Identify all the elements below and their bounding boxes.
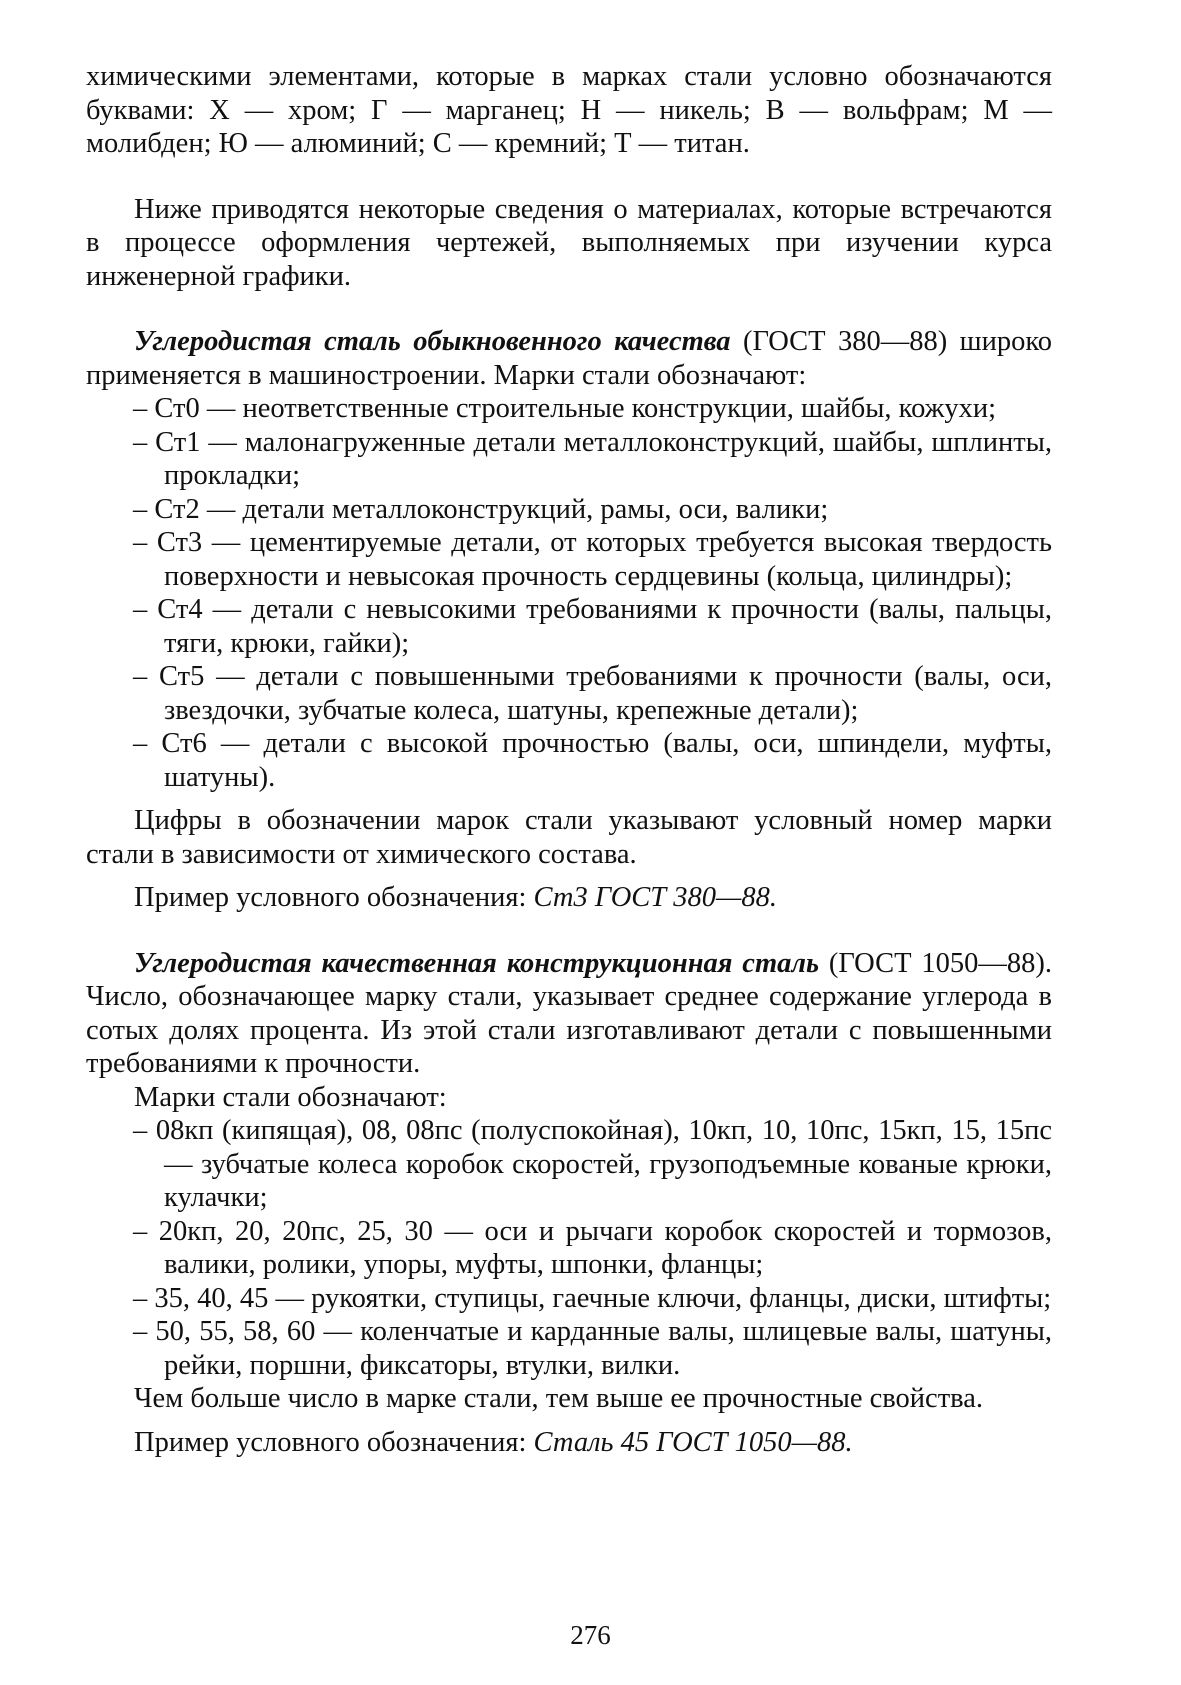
section1-heading: Углеродистая сталь обыкновенного качества — [134, 326, 731, 357]
section1-note: Цифры в обозначении марок стали указывают условный номер марки стали в зависимости от химического состава. — [86, 805, 1052, 870]
intro-paragraph: Ниже приводятся некоторые сведения о материалах, которые встречаются в процессе оформления чертежей, выполняемых при изучении курса инженерной графики. — [86, 193, 1052, 292]
list-item: – 35, 40, 45 — рукоятки, ступицы, гаечные ключи, фланцы, диски, штифты; — [133, 1282, 1052, 1314]
section1-list — [86, 392, 1052, 794]
list-item: – Ст0 — неответственные строительные конструкции, шайбы, кожухи; — [133, 393, 996, 424]
intro-continued-paragraph: химическими элементами, которые в марках стали условно обозначаются буквами: Х — хром; Г — марганец; Н — никель; В — вольфрам; М — молибден; Ю — алюминий; С — кремний; Т — титан. — [86, 61, 1052, 159]
section2-heading: Углеродистая качественная конструкционная сталь — [134, 947, 820, 979]
list-item: – Ст4 — детали с невысокими требованиями к прочности (валы, пальцы, тяги, крюки, гайки); — [133, 594, 1052, 659]
section2-heading-rest: (ГОСТ 1050—88). Число, обозначающее марку стали, указывает среднее содержание углерода в сотых долях процента. Из этой стали изготавливают детали с повышенными требованиями к прочности. — [86, 947, 1052, 1079]
section2-intro — [86, 947, 1052, 1081]
list-item: – Ст3 — цементируемые детали, от которых требуется высокая твердость поверхности и невысокая прочность сердцевины (кольца, цилиндры); — [133, 527, 1052, 592]
section1-heading-rest: (ГОСТ 380—88) широко применяется в машиностроении. Марки стали обозначают: — [86, 326, 1052, 391]
section1-example-value: Ст3 ГОСТ 380—88. — [533, 882, 777, 913]
page-content — [86, 60, 1052, 1459]
section1-example-label: Пример условного обозначения: — [134, 882, 534, 913]
section2-example — [86, 1426, 1052, 1460]
section2-example-value: Сталь 45 ГОСТ 1050—88. — [533, 1426, 853, 1458]
list-item: – Ст6 — детали с высокой прочностью (валы, оси, шпиндели, муфты, шатуны). — [133, 728, 1052, 793]
list-item: – 08кп (кипящая), 08, 08пс (полуспокойная), 10кп, 10, 10пс, 15кп, 15, 15пс — зубчатые колеса коробок скоростей, грузоподъемные кованые крюки, кулачки; — [133, 1115, 1052, 1213]
list-item: – Ст2 — детали металлоконструкций, рамы, оси, валики; — [133, 493, 829, 525]
list-item: – 20кп, 20, 20пс, 25, 30 — оси и рычаги коробок скоростей и тормозов, валики, ролики, упоры, муфты, шпонки, фланцы; — [133, 1215, 1052, 1280]
section2-note: Чем больше число в марке стали, тем выше ее прочностные свойства. — [134, 1383, 984, 1414]
section1-example — [86, 881, 1052, 915]
section2-lead: Марки стали обозначают: — [134, 1081, 447, 1113]
section2-example-label: Пример условного обозначения: — [134, 1426, 534, 1458]
section2-list — [86, 1114, 1052, 1382]
section1-intro — [86, 325, 1052, 392]
list-item: – Ст5 — детали с повышенными требованиями к прочности (валы, оси, звездочки, зубчатые колеса, шатуны, крепежные детали); — [133, 661, 1052, 726]
list-item: – 50, 55, 58, 60 — коленчатые и карданные валы, шлицевые валы, шатуны, рейки, поршни, фиксаторы, втулки, вилки. — [133, 1316, 1052, 1381]
list-item: – Ст1 — малонагруженные детали металлоконструкций, шайбы, шплинты, прокладки; — [133, 426, 1052, 491]
page-number: 276 — [570, 1620, 611, 1650]
